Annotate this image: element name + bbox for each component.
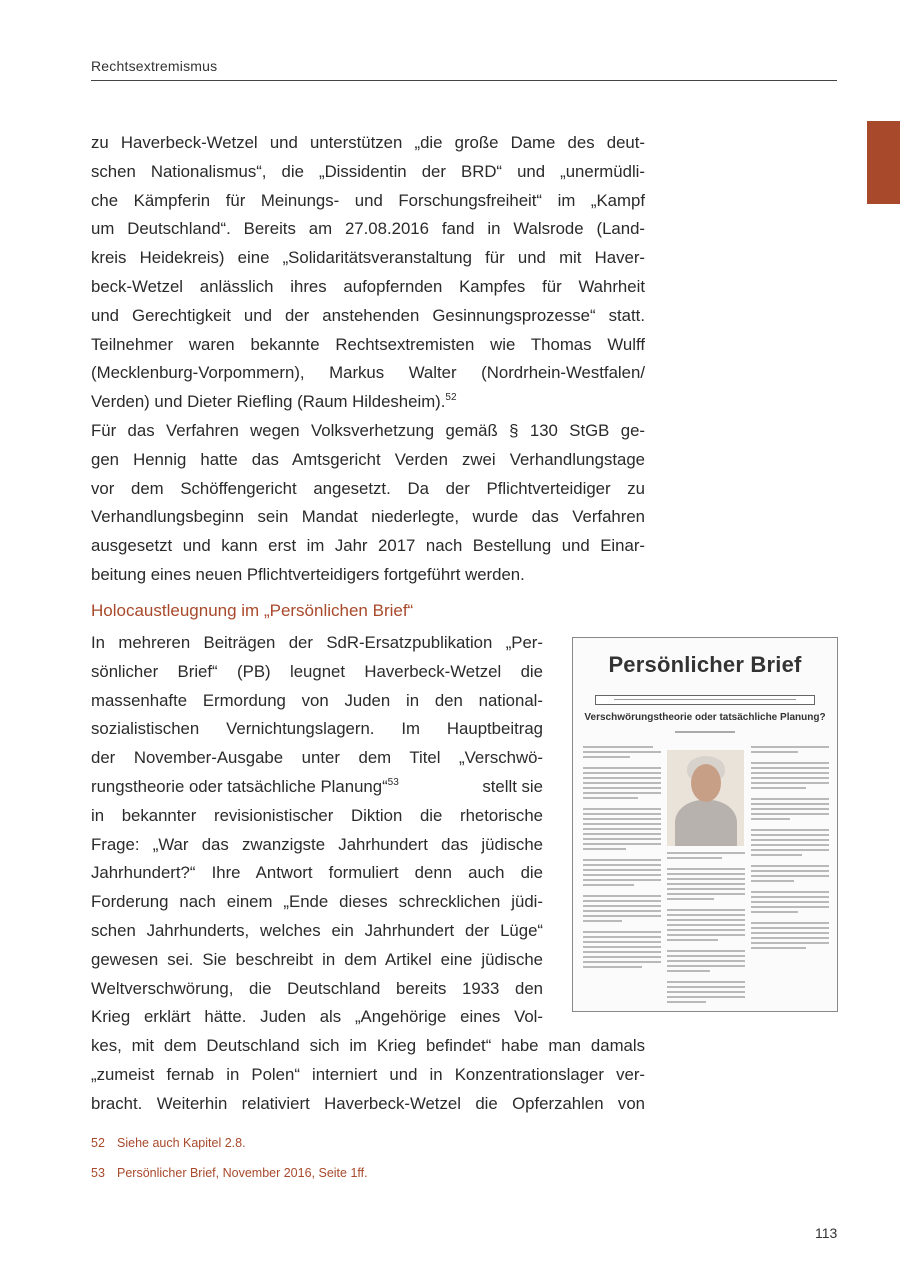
text-line: Teilnehmer waren bekannte Rechtsextremisten wie Thomas Wulff [91,334,645,354]
text-line: zu Haverbeck-Wetzel und unterstützen „die große Dame des deut- [91,133,645,152]
paragraph-2 [91,417,645,590]
text-fragment: stellt sie [482,776,543,796]
text-line: schen Jahrhunderts, welches ein Jahrhundert der Lüge“ [91,920,543,940]
footnote-number: 53 [91,1166,105,1180]
text-line: bracht. Weiterhin relativiert Haverbeck-Wetzel die Opferzahlen von [91,1093,645,1113]
text-line: Forderung nach einem „Ende dieses schrecklichen jüdi- [91,892,543,912]
page-number: 113 [815,1225,838,1241]
figure-column-middle [667,852,745,1006]
text-line: In mehreren Beiträgen der SdR-Ersatzpublikation „Per- [91,633,543,652]
text-line: um Deutschland“. Bereits am 27.08.2016 fand in Walsrode (Land- [91,219,645,239]
text-line: gewesen sei. Sie beschreibt in dem Artikel eine jüdische [91,949,543,969]
text-line: Frage: „War das zwanzigste Jahrhundert das jüdische [91,834,543,854]
footnote-53 [91,1166,368,1180]
text-line: gen Hennig hatte das Amtsgericht Verden zwei Verhandlungstage [91,449,645,469]
figure-masthead: Persönlicher Brief [608,652,802,677]
text-line: in bekannter revisionistischer Diktion die rhetorische [91,805,543,825]
text-fragment: rungstheorie oder tatsächliche Planung“ [91,776,388,796]
text-line: (Mecklenburg-Vorpommern), Markus Walter (Nordrhein-Westfalen/ [91,363,645,383]
text-line: der November-Ausgabe unter dem Titel „Verschwö- [91,748,543,768]
footnote-ref[interactable]: 53 [387,776,399,788]
text-line: Jahrhundert?“ Ihre Antwort formuliert denn auch die [91,863,543,883]
footnote-text: Persönlicher Brief, November 2016, Seite 1ff. [117,1166,368,1180]
text-fragment: Verden) und Dieter Riefling (Raum Hildesheim). [91,392,446,412]
text-line: sönlicher Brief“ (PB) leugnet Haverbeck-Wetzel die [91,661,543,681]
text-line-with-ref [91,773,543,802]
text-line: massenhafte Ermordung von Juden in den national- [91,690,543,710]
chapter-tab-marker [867,121,900,204]
text-line: und Gerechtigkeit und der anstehenden Gesinnungsprozesse“ statt. [91,305,645,325]
text-line-last [91,388,645,417]
text-line: schen Nationalismus“, die „Dissidentin der BRD“ und „unermüdli- [91,161,645,181]
paragraph-1 [91,129,645,417]
text-line: Für das Verfahren wegen Volksverhetzung gemäß § 130 StGB ge- [91,421,645,440]
footnote-52 [91,1136,246,1150]
text-line: sozialistischen Vernichtungslagern. Im Hauptbeitrag [91,719,543,739]
portrait-photo [667,750,744,846]
text-line: Weltverschwörung, die Deutschland bereits 1933 den [91,978,543,998]
header-rule [91,80,837,81]
figure-column-left [583,746,661,971]
text-line: che Kämpferin für Meinungs- und Forschungsfreiheit“ im „Kampf [91,190,645,210]
text-line: kreis Heidekreis) eine „Solidaritätsveranstaltung für und mit Haver- [91,248,645,268]
running-head: Rechtsextremismus [91,58,218,74]
footnote-number: 52 [91,1136,105,1150]
section-heading: Holocaustleugnung im „Persönlichen Brief“ [91,601,414,620]
figure-column-right [751,746,829,952]
text-line: kes, mit dem Deutschland sich im Krieg befindet“ habe man damals [91,1036,645,1056]
newsletter-figure [572,637,838,1012]
figure-headline: Verschwörungstheorie oder tatsächliche Planung? [584,712,826,723]
text-line-last: beitung eines neuen Pflichtverteidigers fortgeführt werden. [91,564,525,584]
text-line: Verhandlungsbeginn sein Mandat niederlegte, wurde das Verfahren [91,507,645,527]
figure-byline [675,731,735,733]
text-line: beck-Wetzel anlässlich ihres aufopfernden Kampfes für Wahrheit [91,276,645,296]
section-body [91,629,645,1119]
footnote-ref[interactable]: 52 [445,392,457,404]
text-fragment [91,773,399,802]
footnote-text: Siehe auch Kapitel 2.8. [117,1136,246,1150]
figure-issue-bar [595,695,815,705]
text-line: Krieg erklärt hätte. Juden als „Angehörige eines Vol- [91,1007,543,1027]
text-line: „zumeist fernab in Polen“ interniert und in Konzentrationslager ver- [91,1064,645,1084]
text-line: ausgesetzt und kann erst im Jahr 2017 nach Bestellung und Einar- [91,536,645,556]
text-line: vor dem Schöffengericht angesetzt. Da der Pflichtverteidiger zu [91,478,645,498]
